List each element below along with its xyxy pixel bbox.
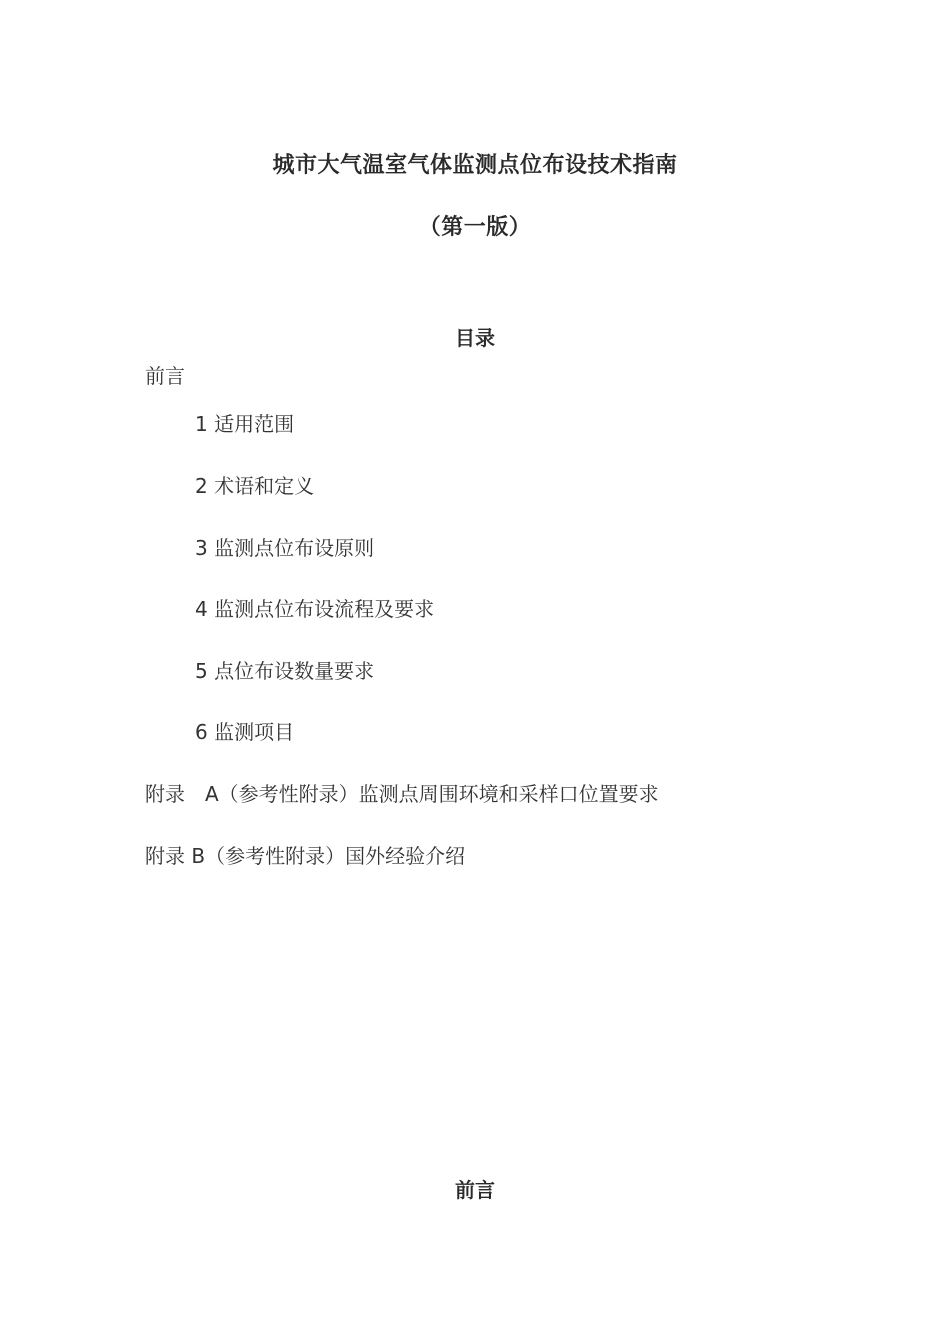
document-edition: （第一版）: [418, 215, 532, 240]
toc-item-scope[interactable]: 1 适用范围: [195, 412, 295, 436]
toc-item-appendix-a[interactable]: 附录 A（参考性附录）监测点周围环境和采样口位置要求: [145, 782, 659, 806]
toc-item-appendix-b[interactable]: 附录 B（参考性附录）国外经验介绍: [145, 844, 466, 868]
toc-item-quantity[interactable]: 5 点位布设数量要求: [195, 659, 375, 683]
document-title: 城市大气温室气体监测点位布设技术指南: [272, 153, 678, 178]
toc-item-preface[interactable]: 前言: [145, 364, 185, 388]
toc-item-items[interactable]: 6 监测项目: [195, 720, 295, 744]
toc-item-principles[interactable]: 3 监测点位布设原则: [195, 536, 375, 560]
preface-heading: 前言: [455, 1178, 495, 1202]
toc-item-terms[interactable]: 2 术语和定义: [195, 474, 315, 498]
toc-item-process[interactable]: 4 监测点位布设流程及要求: [195, 597, 435, 621]
toc-heading: 目录: [455, 326, 495, 350]
